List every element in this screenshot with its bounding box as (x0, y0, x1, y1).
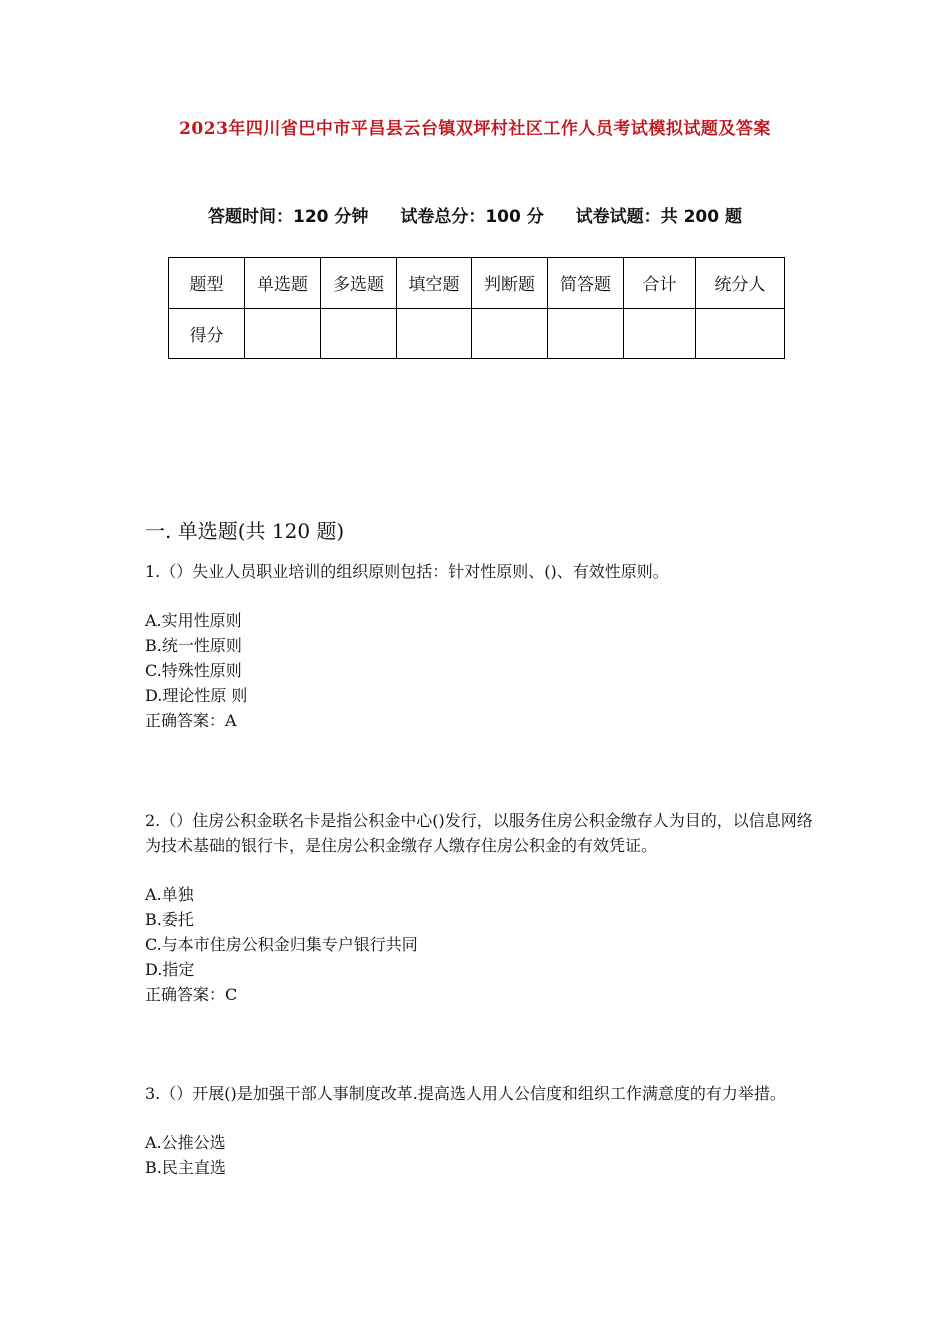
score-cell (548, 308, 624, 359)
score-table (168, 257, 785, 359)
score-header-cell: 简答题 (548, 258, 624, 309)
exam-total-score: 试卷总分：100 分 (400, 207, 544, 227)
question-2 (145, 808, 815, 1007)
question-stem: 3.（）开展()是加强干部人事制度改革.提高选人用人公信度和组织工作满意度的有力举措。 (145, 1084, 786, 1103)
score-header-cell: 多选题 (321, 258, 397, 309)
score-header-cell: 判断题 (472, 258, 548, 309)
score-cell (397, 308, 472, 359)
score-cell (696, 308, 785, 359)
section-heading: 一. 单选题(共 120 题) (145, 519, 345, 543)
option-b: B.民主直选 (145, 1158, 226, 1177)
score-table-header-row (169, 258, 785, 309)
score-cell (321, 308, 397, 359)
option-c: C.特殊性原则 (145, 661, 242, 680)
question-stem: 1.（）失业人员职业培训的组织原则包括：针对性原则、()、有效性原则。 (145, 562, 669, 581)
score-cell (245, 308, 321, 359)
score-row-label: 得分 (169, 308, 245, 359)
score-cell (472, 308, 548, 359)
question-options (145, 1130, 815, 1180)
score-header-cell: 合计 (624, 258, 696, 309)
question-stem: 2.（）住房公积金联名卡是指公积金中心()发行，以服务住房公积金缴存人为目的，以信息网络为技术基础的银行卡，是住房公积金缴存人缴存住房公积金的有效凭证。 (145, 811, 813, 855)
option-b: B.委托 (145, 910, 194, 929)
correct-answer: 正确答案：C (145, 985, 238, 1004)
question-options (145, 882, 815, 1007)
option-a: A.公推公选 (145, 1133, 226, 1152)
score-header-cell: 题型 (169, 258, 245, 309)
option-d: D.理论性原 则 (145, 686, 248, 705)
exam-duration: 答题时间：120 分钟 (208, 207, 369, 227)
exam-meta (0, 202, 950, 227)
question-3 (145, 1081, 815, 1180)
score-cell (624, 308, 696, 359)
option-d: D.指定 (145, 960, 195, 979)
question-1 (145, 559, 815, 733)
exam-question-count: 试卷试题：共 200 题 (575, 207, 742, 227)
score-header-cell: 统分人 (696, 258, 785, 309)
option-c: C.与本市住房公积金归集专户银行共同 (145, 935, 418, 954)
score-header-cell: 单选题 (245, 258, 321, 309)
document-title: 2023年四川省巴中市平昌县云台镇双坪村社区工作人员考试模拟试题及答案 (179, 119, 771, 139)
score-header-cell: 填空题 (397, 258, 472, 309)
option-b: B.统一性原则 (145, 636, 242, 655)
option-a: A.单独 (145, 885, 194, 904)
question-options (145, 608, 815, 733)
option-a: A.实用性原则 (145, 611, 242, 630)
correct-answer: 正确答案：A (145, 711, 237, 730)
score-table-score-row (169, 308, 785, 359)
